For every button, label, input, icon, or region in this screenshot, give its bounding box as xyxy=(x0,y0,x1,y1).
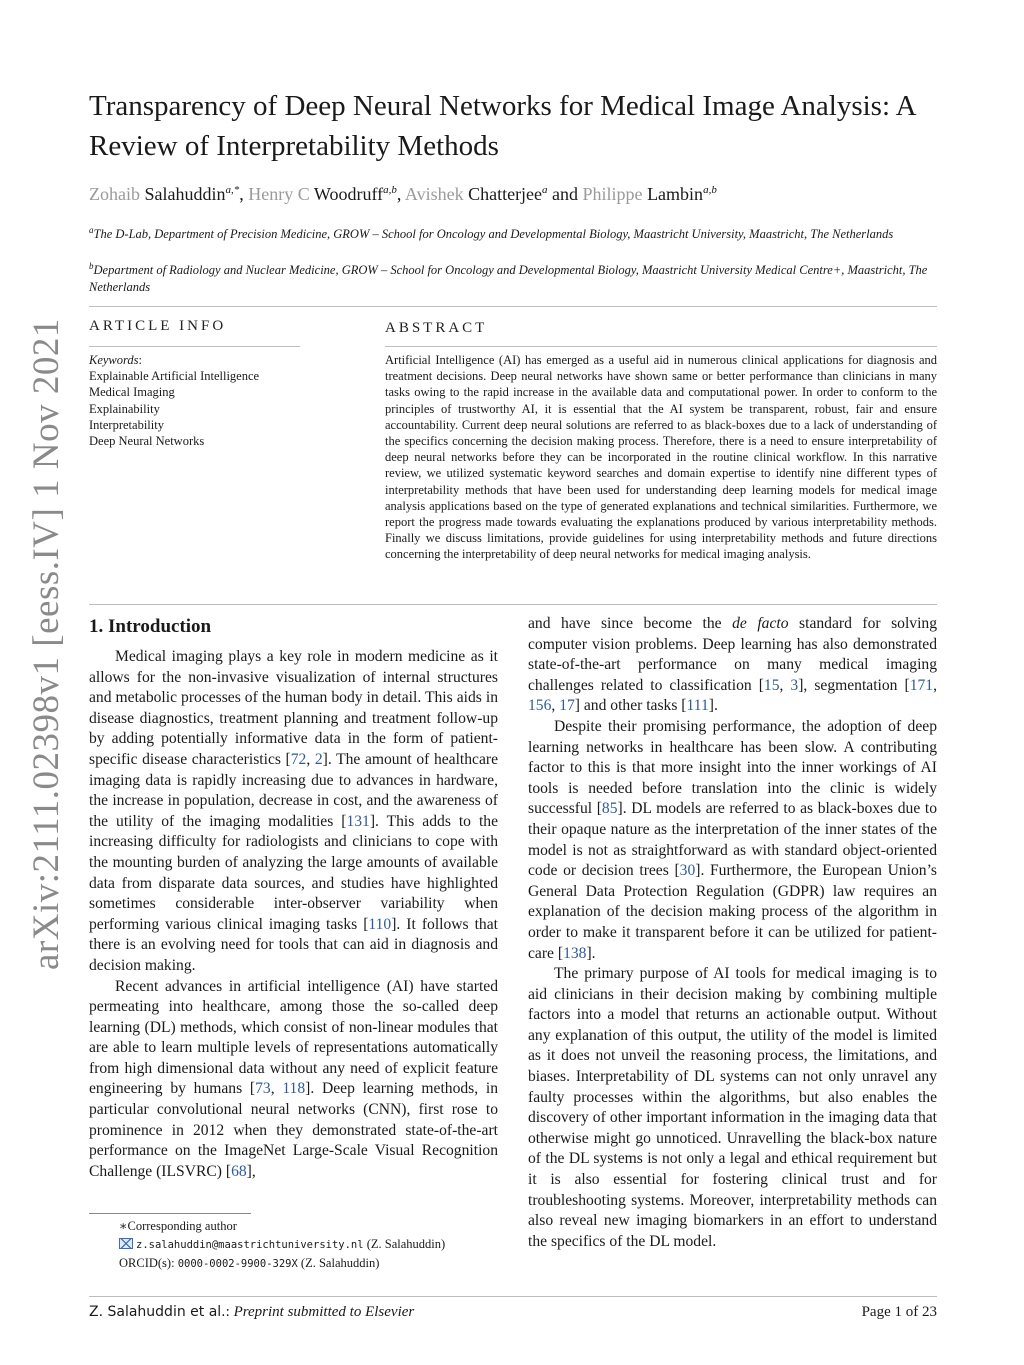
citation-link[interactable]: 17 xyxy=(559,697,575,715)
citation-link[interactable]: 111 xyxy=(686,697,709,715)
citation-link[interactable]: 2 xyxy=(314,750,323,768)
author-affiliation-mark: a,b xyxy=(383,184,397,196)
arxiv-identifier: arXiv:2111.02398v1 [eess.IV] 1 Nov 2021 xyxy=(26,318,67,970)
citation-link[interactable]: 118 xyxy=(282,1080,306,1098)
footnote-rule xyxy=(89,1213,251,1214)
article-info-rule xyxy=(89,346,300,347)
page-footer xyxy=(89,1304,937,1321)
footer-divider xyxy=(89,1296,937,1297)
author-affiliation-mark: a xyxy=(542,184,548,196)
citation-link[interactable]: 85 xyxy=(601,800,618,818)
citation-link[interactable]: 30 xyxy=(679,862,696,880)
body-column-left xyxy=(89,647,498,1182)
citation-link[interactable]: 131 xyxy=(346,812,370,830)
citation-link[interactable]: 68 xyxy=(231,1162,247,1180)
citation-link[interactable]: 3 xyxy=(790,676,799,694)
paper-title: Transparency of Deep Neural Networks for Medical Image Analysis: A Review of Interpretability Methods xyxy=(89,90,916,162)
citation-link[interactable]: 138 xyxy=(563,944,587,962)
keyword-item: Deep Neural Networks xyxy=(89,434,205,449)
header-divider xyxy=(89,306,937,307)
citation-link[interactable]: 73 xyxy=(255,1080,271,1098)
citation-link[interactable]: 15 xyxy=(763,676,780,694)
orcid-line: ORCID(s): 0000-0002-9900-329X (Z. Salahuddin) xyxy=(119,1256,380,1270)
author-affiliation-mark: a,b xyxy=(703,184,717,196)
keyword-item: Interpretability xyxy=(89,417,164,432)
article-info-heading: ARTICLE INFO xyxy=(89,318,227,334)
keyword-item: Medical Imaging xyxy=(89,385,175,400)
author-affiliation-mark: a,* xyxy=(225,184,240,196)
citation-link[interactable]: 72 xyxy=(290,750,307,768)
citation-link[interactable]: 156 xyxy=(528,697,552,715)
author-given-name: Avishek xyxy=(404,184,469,204)
emphasis: de facto xyxy=(732,615,789,632)
email-line: z.salahuddin@maastrichtuniversity.nl (Z. Salahuddin) xyxy=(89,1235,509,1254)
abstract-rule xyxy=(385,346,937,347)
author-given-name: Zohaib xyxy=(89,184,145,204)
author-given-name: Henry C xyxy=(248,184,314,204)
envelope-icon xyxy=(119,1238,133,1249)
keywords-list xyxy=(89,352,304,449)
body-paragraph: The primary purpose of AI tools for medical imaging is to aid clinicians in their decision making by combining multiple factors into a model that returns an actionable output. Without any explanation of this output, the utility of the model is limited as it does not unveil the reasoning process, the limitations, and biases. Interpretability of DL systems can not only unravel any faulty processes within the algorithms, but also enables the discovery of other important information in the imaging data that otherwise might go unnoticed. Unravelling the black-box nature of the DL systems is not only a legal and ethical requirement but it is also essential for fostering clinical trust and for troubleshooting systems. Moreover, interpretability methods can also reveal new imaging biomarkers in an effort to understand the specifics of the DL model. xyxy=(528,965,937,1250)
orcid-value: 0000-0002-9900-329X xyxy=(177,1258,298,1270)
body-paragraph: Recent advances in artificial intelligence (AI) have started permeating into healthcare, among those the so-called deep learning (DL) methods, which consist of non-linear modules that are able to learn multiple levels of representations automatically from high dimensional data without any need of explicit feature engineering by humans [73, 118]. Deep learning methods, in particular convolutional neural networks (CNN), first rose to prominence in 2012 when they demonstrated state-of-the-art performance on the ImageNet Large-Scale Visual Recognition Challenge (ILSVRC) [68], xyxy=(89,977,499,1180)
author-family-name: Chatterjee xyxy=(468,184,543,204)
author-given-name: Philippe xyxy=(582,184,648,204)
author-family-name: Lambin xyxy=(647,184,704,204)
section-heading-introduction: 1. Introduction xyxy=(89,616,212,637)
corresponding-author-note: ∗Corresponding author xyxy=(119,1219,237,1233)
body-paragraph: Despite their promising performance, the adoption of deep learning networks in healthcare has been slow. A contributing factor to this is that more insight into the inner workings of AI tools is needed before translation into the clinic is widely successful [85]. DL models are referred to as black-boxes due to their opaque nature as the interpretation of the inner states of the model is not as straightforward as with standard object-oriented code or decision trees [30]. Furthermore, the European Union’s General Data Protection Regulation (GDPR) law requires an explanation of the decision making process of the algorithm in order to make it transparent before it can be utilized for patient-care [138]. xyxy=(528,717,937,962)
abstract-text: Artificial Intelligence (AI) has emerged as a useful aid in numerous clinical applications for diagnosis and treatment decisions. Deep neural networks have shown same or better performance than clinicians in many tasks owing to the rapid increase in the available data and computational power. In order to conform to the principles of trustworthy AI, it is essential that the AI system be transparent, robust, fair and ensure accountability. Current deep neural solutions are referred to as black-boxes due to a lack of understanding of the specifics concerning the decision making process. Therefore, there is a need to ensure interpretability of deep neural networks before they can be incorporated in the routine clinical workflow. In this narrative review, we utilized systematic keyword searches and domain expertise to identify nine different types of interpretability methods that have been used for understanding deep learning models for medical image analysis applications based on the type of generated explanations and technical similarities. Furthermore, we report the progress made towards evaluating the explanations produced by various interpretability methods. Finally we discuss limitations, provide guidelines for using interpretability methods and future directions concerning the interpretability of deep neural networks for medical imaging analysis. xyxy=(385,353,937,562)
author-family-name: Salahuddin xyxy=(144,184,226,204)
keyword-item: Explainability xyxy=(89,401,160,416)
body-paragraph: and have since become the de facto standard for solving computer vision problems. Deep learning has also demonstrated state-of-the-art performance on many medical imaging challenges related to classification [15, 3], segmentation [171, 156, 17] and other tasks [111]. xyxy=(528,615,938,715)
affiliation-a: $^a$The D-Lab, Department of Precision Medicine, GROW – School for Oncology and Developmental Biology, Maastricht University, Maastricht, The Netherlands xyxy=(89,225,894,242)
page-number: Page 1 of 23 xyxy=(861,1304,937,1320)
author-list: Zohaib Salahuddin$^{a,*}$, Henry C Woodruff$^{a,b}$, Avishek Chatterjee$^a$ and Philippe Lambin$^{a,b}$ xyxy=(89,184,717,204)
footnote xyxy=(89,1213,509,1273)
abstract-heading: ABSTRACT xyxy=(385,320,488,336)
keyword-item: Explainable Artificial Intelligence xyxy=(89,369,260,384)
footer-left: Z. Salahuddin et al.: Preprint submitted to Elsevier xyxy=(89,1304,415,1320)
citation-link[interactable]: 171 xyxy=(909,676,934,694)
affiliation-b: $^b$Department of Radiology and Nuclear Medicine, GROW – School for Oncology and Developmental Biology, Maastricht University Medical Centre+, Maastricht, The Netherlands xyxy=(89,261,928,295)
email-link[interactable]: z.salahuddin@maastrichtuniversity.nl xyxy=(136,1239,364,1251)
citation-link[interactable]: 110 xyxy=(368,915,392,933)
keywords-label: Keywords: xyxy=(89,353,143,367)
abstract-divider xyxy=(89,604,937,605)
body-paragraph: Medical imaging plays a key role in modern medicine as it allows for the non-invasive visualization of internal structures and metabolic processes of the human body in detail. This aids in disease diagnostics, treatment planning and treatment follow-up by adding potentially informative data in the form of patient-specific disease characteristics [72, 2]. The amount of healthcare imaging data is rapidly increasing due to advances in hardware, the increase in population, decrease in cost, and the awareness of the utility of the imaging modalities [131]. This adds to the increasing difficulty for radiologists and clinicians to cope with the mounting burden of analyzing the large amounts of available data from disparate data sources, and studies have highlighted sometimes considerable inter-observer variability when performing various clinical imaging tasks [110]. It follows that there is an evolving need for tools that can aid in diagnosis and decision making. xyxy=(89,648,498,974)
body-column-right xyxy=(528,614,937,1252)
author-family-name: Woodruff xyxy=(313,184,384,204)
